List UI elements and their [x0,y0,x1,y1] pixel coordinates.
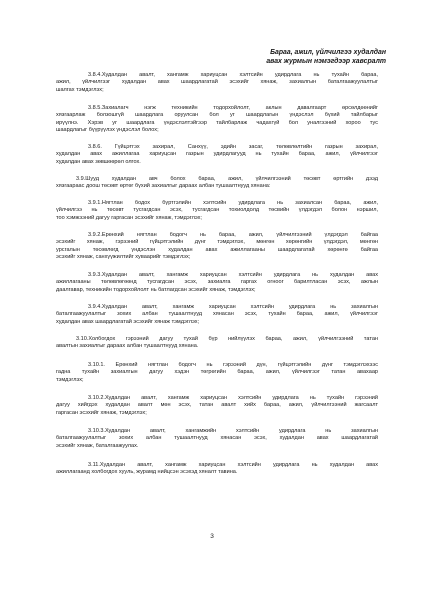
paragraph-3-10 [56,336,378,351]
paragraph-3-8-6 [56,144,378,166]
paragraph-3-9-2 [56,232,378,261]
text-line: хязгаарааc доош төсөвт өртөг бүхий захиалгыг дараах албан тушаалтнууд хянана: [56,183,271,190]
paragraph-3-10-3 [56,428,378,450]
text-line: 3.8.6. Гүйцэтгэх захирал, Санхүү, эдийн засаг, төлөвлөлтийн газрын захирал, [88,144,378,150]
paragraph-3-9-1 [56,200,378,222]
text-line: дагуу хийгдэх худалдан авалт мөн эсэх, татан авалт хийх бараа, ажил, үйлчилгээний жагсаалт [56,402,378,409]
text-line: ажиллагааны төлөвлөгөөнд тусгагдсан эсэх, захиалга гаргах огноог барилтласан эсэх, ажлын [56,279,378,286]
text-line: 3.8.5.Захиалагч нэгж техникийн тодорхойлолт, аклын давалгаарт өрсөлдөөнийг [88,105,378,111]
text-line: ажил, үйлчилгээг худалдан авах шаардлагатай эсэхийг хянаж, захиалгын баталгаажуулалтыг [56,79,378,86]
text-line: урсгалын төсөвлөгд үндэслэн худалдан авах ажиллагааны шаардлагатай хөрөнгө байгаа [56,246,378,253]
text-line: хязгаарлаж болзошгүй шаардлага оруулсан бол уг шаардлагын үндэслэл бүхий тайлбарыг [56,112,378,119]
text-line: 3.10.2.Худалдан авалт, хангамж хариуцсан хэлтсийн удирдлага нь тухайн гэрээний [88,395,378,401]
page-number: 3 [210,533,214,540]
text-line: 3.9.1.Нягтлан бодох бүртгэлийн хэлтсийн удирдлага нь захиалсан бараа, ажил, [88,200,378,206]
text-line: гаргасан эсэхийг хянаж, тэмдэглэх; [56,409,147,416]
header-line-2: авах журмын нэмэгдээр хавсралт [266,57,386,65]
paragraph-3-9-4 [56,304,378,326]
text-line: ажиллагаанд холбогдох хууль, журамд нийцсэн эсэхэд хяналт тавина. [56,469,238,476]
paragraph-3-8-5 [56,105,378,134]
text-line: даалгавар, техникийн тодорхойлолт нь батлагдсан эсэхийг хянаж, тэмдэглэх; [56,286,256,293]
text-line: 3.9.4.Худалдан авалт, хангамж хариуцсан хэлтсийн удирдлага нь захиалгын [88,304,378,310]
paragraph-3-9 [56,176,378,191]
text-line: худалдан авах шаардлагатай эсэхийг хянаж тэмдэглэх; [56,318,200,325]
text-line: тоо хэмжээний дагуу гаргасан эсэхийг хянаж, тэмдэглэх; [56,214,202,221]
text-line: гадна тухайн захиалгын дагуу хэдэн төгрөгийн бараа, ажил, үйлчилгээг татан авахаар [56,369,378,376]
text-line: үйлчилгээ нь төсөвт тусгагдсан эсэх, тусгагдсан тохиолдолд төсвийн үлдэгдэл болон нэршил, [56,207,378,214]
text-line: худалдан авах ажиллагаа хариуцсан газрын удирдлагууд нь тухайн бараа, ажил, үйлчилгээг [56,151,378,158]
text-line: 3.10.1. Ерөнхий нягтлан бодогч нь гэрээний дүн, гүйцэтгэлийн дүнг тэмдэглэхээс [88,362,378,368]
paragraph-3-9-3 [56,272,378,294]
paragraph-3-10-2 [56,395,378,417]
text-line: авалтын захиалгыг дараах албан тушаалтнууд хянана. [56,343,199,350]
text-line: шалгах тэмдэглэх; [56,86,104,93]
text-line: 3.9.2.Ерөнхий нягтлан бодогч нь бараа, ажил, үйлчилгээний үлдэгдэл байгаа [88,232,378,238]
text-line: баталгаажуулалтыг зохих албан тушаалтнууд хянасан эсэх, худалдан авах шаардлагатай [56,435,378,442]
text-line: 3.10.Холбогдох гэрээний дагуу тухай бүр нийлүүлэх бараа, ажил, үйлчилгээний татан [76,336,378,342]
text-line: шаардлагыг бүүрүүлэх үндэслэл болох; [56,126,159,133]
text-line: эсэхийг хянаж, гэрээний гүйцэтгэлийн дүнг тэмдэглэх, мөнгөн хөрөнгийн үлдэгдэл, мөнгөн [56,239,378,246]
text-line: тэмдэглэх; [56,376,84,383]
paragraph-3-10-1 [56,362,378,384]
text-line: баталгаажуулалтыг зохих албан тушаалтнууд хянасан эсэх, тухайн бараа, ажил, үйлчилгээг [56,311,378,318]
text-line: 3.9.3.Худалдан авалт, хангамж хариуцсан хэлтсийн удирдлага нь худалдан авах [88,272,378,278]
text-line: 3.9.Шууд худалдан авч болох бараа, ажил, үйлчилгээний төсөвт өртгийн дээд [76,176,378,182]
text-line: 3.8.4.Худалдан авалт, хангамж хариуцсан хэлтсийн удирдлага нь тухайн бараа, [88,72,378,78]
text-line: худалдан авах зөвшөөрөл олгох. [56,158,141,165]
paragraph-3-11 [56,462,378,477]
page-header [266,49,386,66]
paragraph-3-8-4 [56,72,378,94]
text-line: 3.10.3.Худалдан авалт, хангамжийн хэлтсийн удирдлага нь захиалгын [88,428,378,434]
text-line: ирүүлнэ. Хэрэв уг шаардлага үндэслэлтэйгээр тайлбарлаж чадахгүй бол уналгээний хороо тус [56,119,378,126]
header-line-1: Бараа, ажил, үйлчилгээ худалдан [270,49,386,56]
text-line: эсэхийг хянаж, баталгаажуулах. [56,442,139,449]
text-line: эсэхийг хянаж, санхүүжилтийг хуваарийг тэмдэглэх; [56,253,191,260]
text-line: 3.11.Худалдан авалт, хангамж хариуцсан хэлтсийн удирдлага нь худалдан авах [88,462,378,468]
